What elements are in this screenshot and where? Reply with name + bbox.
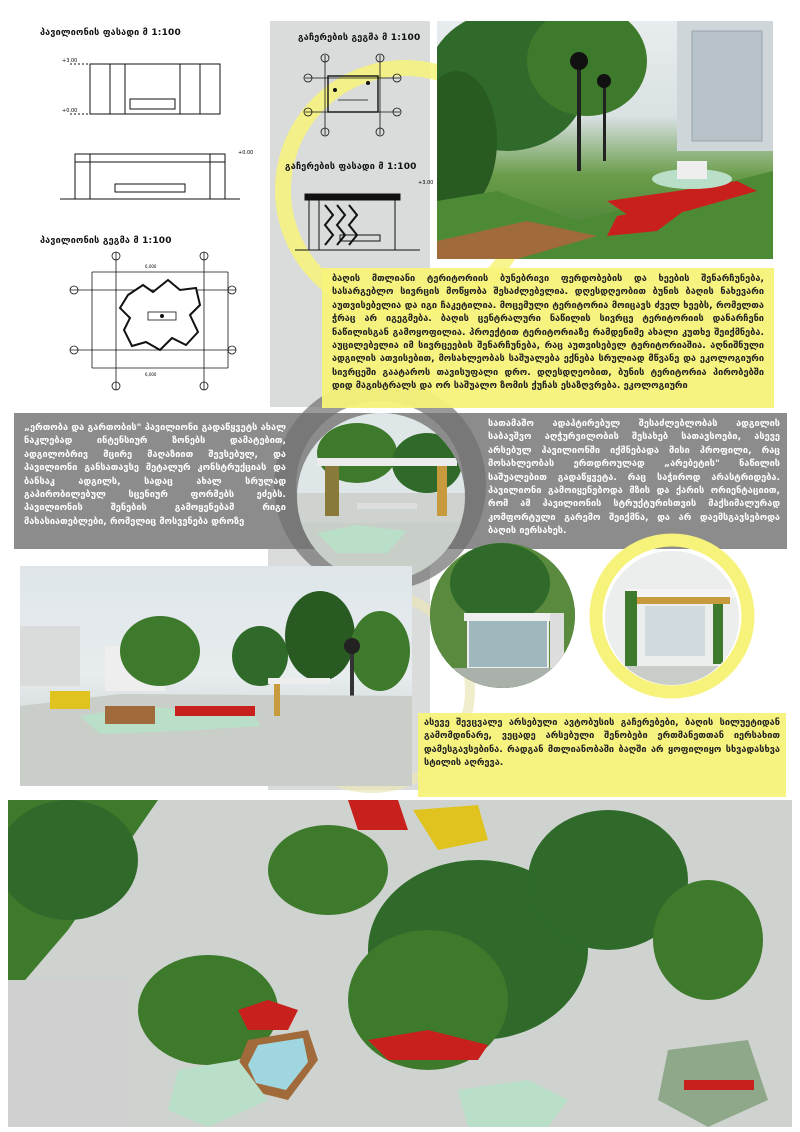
level-mark: +3.00 [418, 180, 434, 186]
stop-facade-title: გაჩერების ფასადი მ 1:100 [285, 162, 417, 172]
park-render-top [437, 21, 773, 259]
stop-plan-drawing [300, 50, 410, 140]
pavilion-description: „ერთობა და გართობის" პავილიონი გადაწყვეტს ახალ ნაკლებად ინტენსიურ ზონებს დამატებით, ადგილობრივ მცირე მაღაზიით შევსებულ, და პავილიონი განსათავსე მეტალურ კონსტრუქციას და ბანსაკ ადგილს, სადაც ახალ სრულად გაპირობილებულ სცენიურ ფორმებს ეძებს. პავილიონის შენების გამოყენებამ რიგი მახასიათებლები, რომელიც მოსვენება დროზე [24, 422, 286, 527]
park-render-middle [20, 566, 412, 786]
pavilion-facade-drawing [30, 44, 250, 234]
dimension-width-bottom: 6,000 [145, 372, 157, 377]
bus-stop-description: ასევე შევცვალე არსებული ავტობუსის გაჩერებები, ბაღის სილუეტიდან გამომდინარე, ვეცადე არსებული შენობები ერთმანეთთან იერსახით დამესგავსებინა. რადგან მთლიანობაში ბაღში არ ყოფილიყო სხვადასხვა სტილის აღრევა. [424, 717, 780, 769]
bus-stop-circle-render-2 [605, 551, 739, 685]
level-mark: +0.00 [238, 150, 254, 156]
pavilion-plan-title: პავილიონის გეგმა მ 1:100 [40, 236, 172, 246]
stop-plan-title: გაჩერების გეგმა მ 1:100 [298, 33, 421, 43]
center-description: სათამაშო ადაპტირებულ შესაძლებლობას ადგილის საბავშვო აღჭურვილობის შესახებ სათავსოები, ასევე არსებულ პავილიონში იქმნებადა მისი პროფილი, რაც მოსახლეობას ერთდროულად „არებეტის" ნაწილის საშუალებით გადაწყვეტა. რაც საჭიროდ არასტრიდება. პავილიონი გამოიყენებოდა მზის და ქარის ორიენტაციით, რომ ამ პავილიონის სტრუქტურისთვის მაქსიმალურად კომფორტული გარემო შეიქმნა, და არ დაემსგავსებოდა ბაღის იერსახეს. [488, 418, 780, 537]
stop-facade-drawing [295, 180, 425, 260]
aerial-render [8, 800, 792, 1127]
bus-stop-circle-render-1 [430, 543, 575, 688]
park-description: ბაღის მთლიანი ტერიტორიის ბუნებრივი ფერდობების და ხეების შენარჩუნება, სასარგებლო სივრცის მოწყობა შესაძლებელია. დღესდღეობით ბუნის ბაღის ნახევარი აუთვისებელია და იგი ჩაკეტილია. მოცემული ტერიტორია მოიცავს ძველ ხეებს, რომელთა ჭრაც არ იგეგმება. ბაღის ცენტრალური ნაწილის სივრცე ტერიტორიის დანარჩენი ნაწილისგან გამოყოფილია. პროექტით ტერიტორიაზე რამდენიმე ახალი კუთხე შეიქმნება. აუცილებელია იმ სივრცეების შენარჩუნება, რაც აუთვისებელ ტერიტორიაშია. აღნიშნული ადგილის ათვისებით, მოსახლეობას საშუალება ექნება სრულიად მწვანე და ეკოლოგიური სივრცეში გაატაროს თავისუფალი დრო. დღესდღეობით, ბუნის ტერიტორია პირობებში დიდ მაგისტრალს და ორ საშუალო ზომის ქუჩას ესაზღვრება. ეკოლოგიური [332, 273, 764, 392]
level-mark: +3.00 [62, 58, 78, 64]
dimension-width: 6,000 [145, 264, 157, 269]
pavilion-facade-title: პავილიონის ფასადი მ 1:100 [40, 28, 181, 38]
level-mark: +0.00 [62, 108, 78, 114]
pavilion-circle-render [297, 413, 465, 581]
